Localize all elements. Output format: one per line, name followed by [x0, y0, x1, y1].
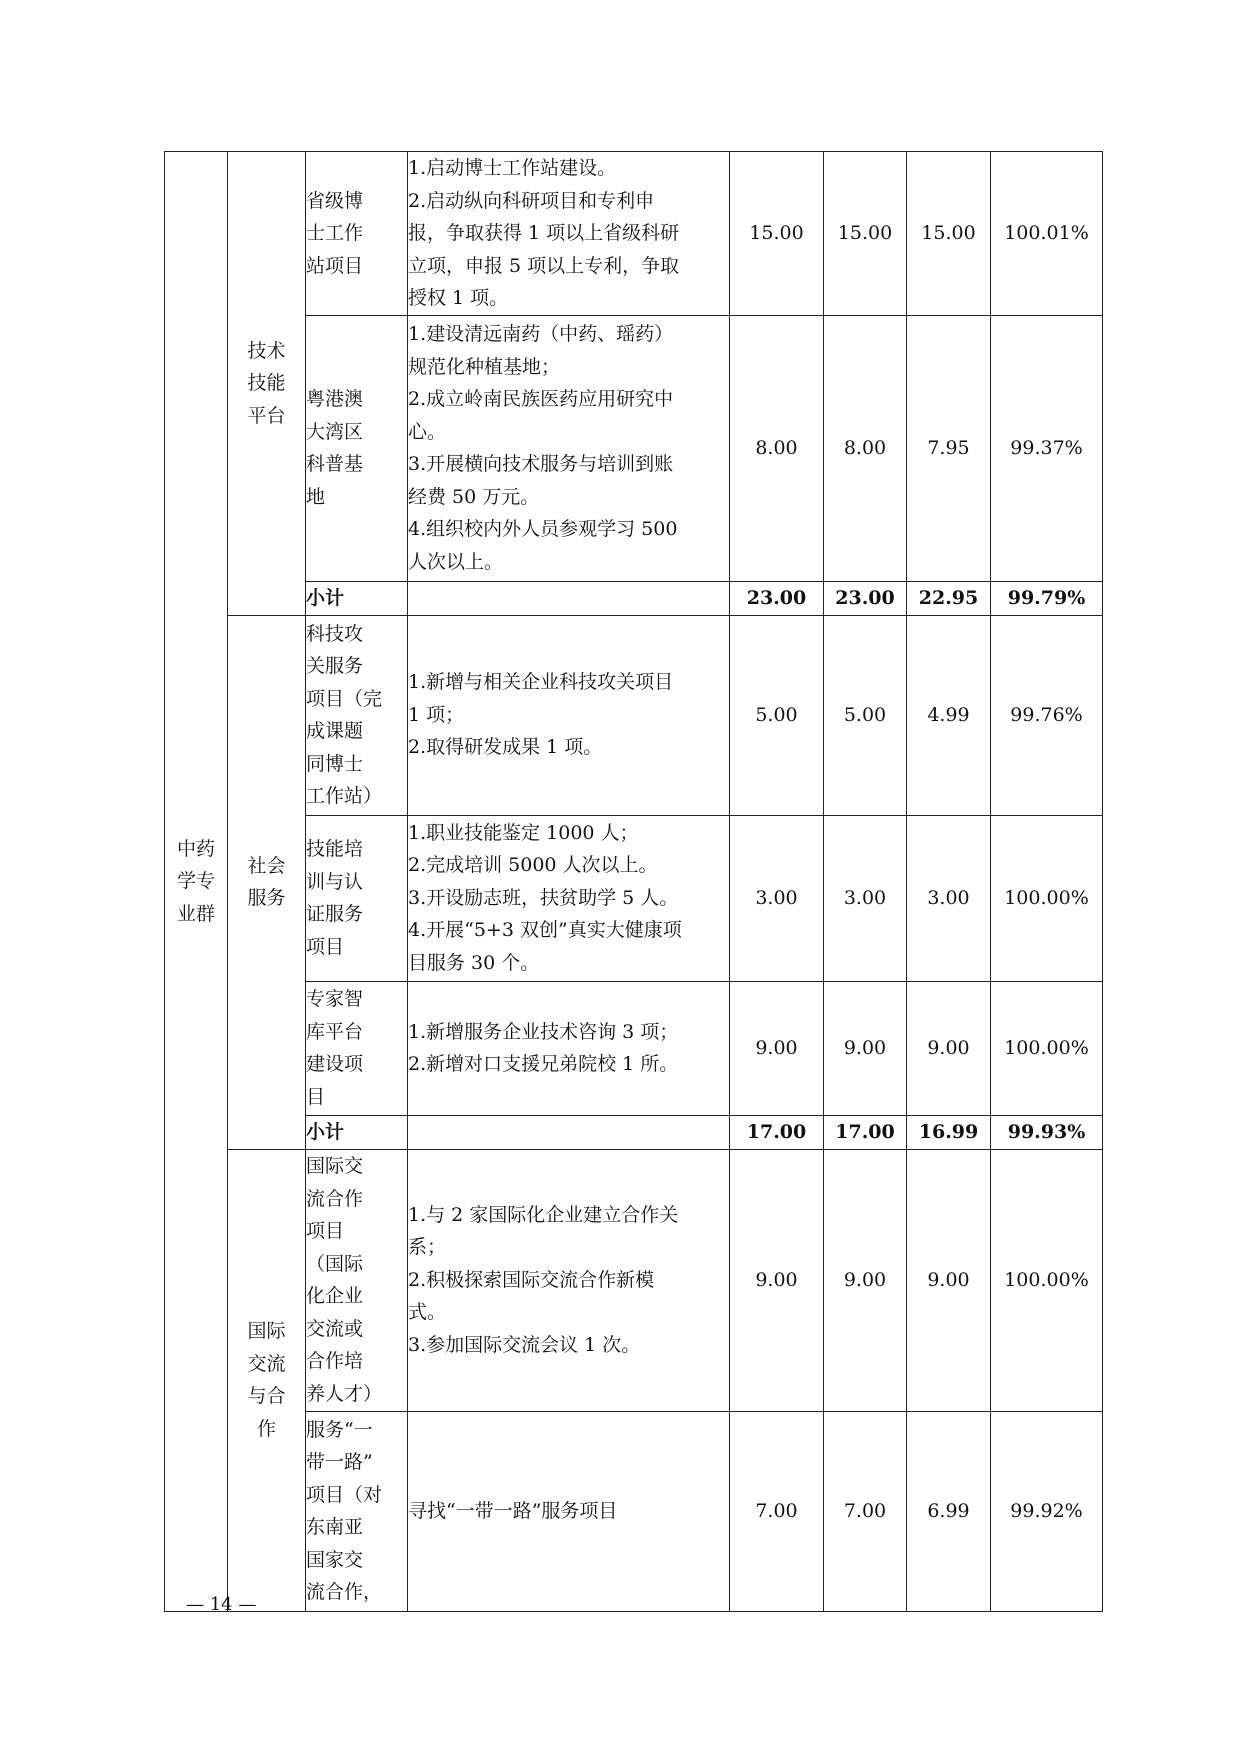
value-cell: 8.00 [730, 315, 824, 581]
text-line: 社会 [247, 854, 286, 877]
subtotal-row [165, 1115, 1103, 1149]
value-cell: 5.00 [824, 615, 907, 815]
table-row [165, 981, 1103, 1115]
item-content [408, 1149, 730, 1411]
text-line: 国际交 [306, 1155, 364, 1177]
text-line: 化企业 [306, 1285, 364, 1307]
text-line: 交流 [247, 1352, 286, 1375]
text-line: 士工作 [306, 222, 364, 244]
text-line: 2.新增对口支援兄弟院校 1 所。 [408, 1053, 679, 1075]
item-name [306, 1411, 408, 1611]
value-cell: 7.95 [907, 315, 991, 581]
text-line: 人次以上。 [408, 550, 504, 573]
percent-cell: 100.00% [991, 815, 1103, 981]
text-line: 同博士 [306, 752, 364, 775]
item-content [408, 1411, 730, 1611]
text-line: 科普基 [306, 453, 364, 475]
item-content [408, 981, 730, 1115]
percent-cell: 99.92% [991, 1411, 1103, 1611]
empty-cell [408, 1115, 730, 1149]
text-line: 养人才） [306, 1382, 383, 1405]
text-line: 粤港澳 [306, 388, 364, 410]
text-line: 2.成立岭南民族医药应用研究中 [408, 388, 674, 410]
text-line: 项目 [306, 935, 345, 958]
value-cell: 8.00 [824, 315, 907, 581]
text-line: 1.新增服务企业技术咨询 3 项； [408, 1020, 679, 1043]
text-line: 目 [306, 1085, 326, 1108]
text-line: 业群 [176, 902, 215, 925]
text-line: 寻找“一带一路”服务项目 [408, 1499, 618, 1522]
text-line: 3.开展横向技术服务与培训到账 [408, 453, 674, 475]
table-row [165, 1149, 1103, 1411]
text-line: 国际 [247, 1320, 286, 1342]
subtotal-row [165, 581, 1103, 615]
text-line: 作 [256, 1417, 276, 1440]
percent-cell: 100.00% [991, 981, 1103, 1115]
subtotal-value: 17.00 [730, 1115, 824, 1149]
value-cell: 3.00 [907, 815, 991, 981]
text-line: 大湾区 [306, 420, 364, 443]
subtotal-value: 23.00 [730, 581, 824, 615]
table-row [165, 615, 1103, 815]
page-number: — 14 — [186, 1594, 257, 1615]
table-row [165, 815, 1103, 981]
value-cell: 9.00 [907, 1149, 991, 1411]
subtotal-value: 23.00 [824, 581, 907, 615]
value-cell: 9.00 [730, 981, 824, 1115]
text-line: 技能 [247, 372, 286, 394]
text-line: 技术 [247, 339, 286, 362]
value-cell: 15.00 [824, 152, 907, 316]
value-cell: 3.00 [730, 815, 824, 981]
text-line: 目服务 30 个。 [408, 951, 540, 974]
text-line: 建设项 [306, 1053, 364, 1075]
item-name [306, 152, 408, 316]
value-cell: 7.00 [730, 1411, 824, 1611]
text-line: 技能培 [306, 838, 364, 860]
category-social [228, 615, 306, 1149]
item-content [408, 815, 730, 981]
text-line: 合作培 [306, 1350, 364, 1372]
percent-cell: 99.37% [991, 315, 1103, 581]
text-line: 报，争取获得 1 项以上省级科研 [408, 222, 680, 244]
text-line: 服务 [247, 887, 286, 909]
text-line: 心。 [408, 420, 447, 443]
text-line: 系； [408, 1236, 447, 1259]
percent-cell: 100.01% [991, 152, 1103, 316]
text-line: 3.开设励志班，扶贫助学 5 人。 [408, 886, 679, 909]
text-line: 站项目 [306, 254, 364, 277]
item-name [306, 315, 408, 581]
category-intl [228, 1149, 306, 1611]
value-cell: 9.00 [824, 1149, 907, 1411]
text-line: 带一路” [306, 1451, 373, 1473]
subtotal-label: 小计 [306, 581, 408, 615]
text-line: 中药 [176, 837, 215, 860]
value-cell: 3.00 [824, 815, 907, 981]
value-cell: 9.00 [730, 1149, 824, 1411]
text-line: 成课题 [306, 720, 364, 742]
item-content [408, 615, 730, 815]
value-cell: 15.00 [730, 152, 824, 316]
table-row [165, 1411, 1103, 1611]
subtotal-label: 小计 [306, 1115, 408, 1149]
text-line: 规范化种植基地； [408, 355, 561, 378]
text-line: 授权 1 项。 [408, 287, 509, 309]
text-line: 1.新增与相关企业科技攻关项目 [408, 671, 674, 694]
table-row [165, 315, 1103, 581]
text-line: 地 [306, 485, 326, 508]
percent-cell: 99.76% [991, 615, 1103, 815]
text-line: 4.组织校内外人员参观学习 500 [408, 518, 678, 540]
subtotal-value: 17.00 [824, 1115, 907, 1149]
subtotal-percent: 99.93% [991, 1115, 1103, 1149]
text-line: 2.取得研发成果 1 项。 [408, 736, 603, 759]
value-cell: 4.99 [907, 615, 991, 815]
item-content [408, 315, 730, 581]
text-line: 流合作， [306, 1581, 383, 1603]
item-name [306, 981, 408, 1115]
text-line: 1.与 2 家国际化企业建立合作关 [408, 1203, 679, 1226]
text-line: 2.积极探索国际交流合作新模 [408, 1268, 655, 1291]
text-line: 立项，申报 5 项以上专利，争取 [408, 254, 680, 277]
text-line: 2.启动纵向科研项目和专利申 [408, 189, 655, 212]
text-line: 1.启动博士工作站建设。 [408, 157, 617, 179]
text-line: （国际 [306, 1252, 364, 1275]
item-name [306, 1149, 408, 1411]
text-line: 平台 [247, 404, 286, 427]
item-name [306, 815, 408, 981]
text-line: 4.开展“5+3 双创”真实大健康项 [408, 919, 682, 942]
text-line: 3.参加国际交流会议 1 次。 [408, 1333, 641, 1356]
group-cell [165, 152, 228, 1612]
text-line: 与合 [247, 1385, 286, 1407]
value-cell: 9.00 [824, 981, 907, 1115]
text-line: 库平台 [306, 1020, 364, 1043]
value-cell: 15.00 [907, 152, 991, 316]
item-name [306, 615, 408, 815]
text-line: 流合作 [306, 1187, 364, 1210]
value-cell: 7.00 [824, 1411, 907, 1611]
text-line: 训与认 [306, 870, 364, 893]
table-row [165, 152, 1103, 316]
budget-table [164, 151, 1103, 1612]
text-line: 项目（完 [306, 687, 383, 710]
text-line: 国家交 [306, 1548, 364, 1571]
text-line: 式。 [408, 1301, 447, 1324]
category-tech [228, 152, 306, 616]
text-line: 2.完成培训 5000 人次以上。 [408, 854, 658, 877]
text-line: 1.建设清远南药（中药、瑶药） [408, 323, 674, 345]
item-content [408, 152, 730, 316]
text-line: 1 项； [408, 703, 465, 726]
text-line: 证服务 [306, 903, 364, 925]
text-line: 东南亚 [306, 1516, 364, 1538]
text-line: 项目（对 [306, 1483, 383, 1506]
value-cell: 5.00 [730, 615, 824, 815]
percent-cell: 100.00% [991, 1149, 1103, 1411]
text-line: 交流或 [306, 1317, 364, 1340]
subtotal-value: 22.95 [907, 581, 991, 615]
text-line: 经费 50 万元。 [408, 485, 540, 508]
text-line: 项目 [306, 1220, 345, 1242]
text-line: 关服务 [306, 655, 364, 677]
text-line: 科技攻 [306, 622, 364, 645]
subtotal-percent: 99.79% [991, 581, 1103, 615]
text-line: 学专 [176, 870, 215, 892]
value-cell: 9.00 [907, 981, 991, 1115]
empty-cell [408, 581, 730, 615]
text-line: 专家智 [306, 988, 364, 1010]
text-line: 服务“一 [306, 1418, 373, 1441]
text-line: 省级博 [306, 189, 364, 212]
value-cell: 6.99 [907, 1411, 991, 1611]
text-line: 1.职业技能鉴定 1000 人； [408, 821, 639, 844]
subtotal-value: 16.99 [907, 1115, 991, 1149]
text-line: 工作站） [306, 785, 383, 807]
